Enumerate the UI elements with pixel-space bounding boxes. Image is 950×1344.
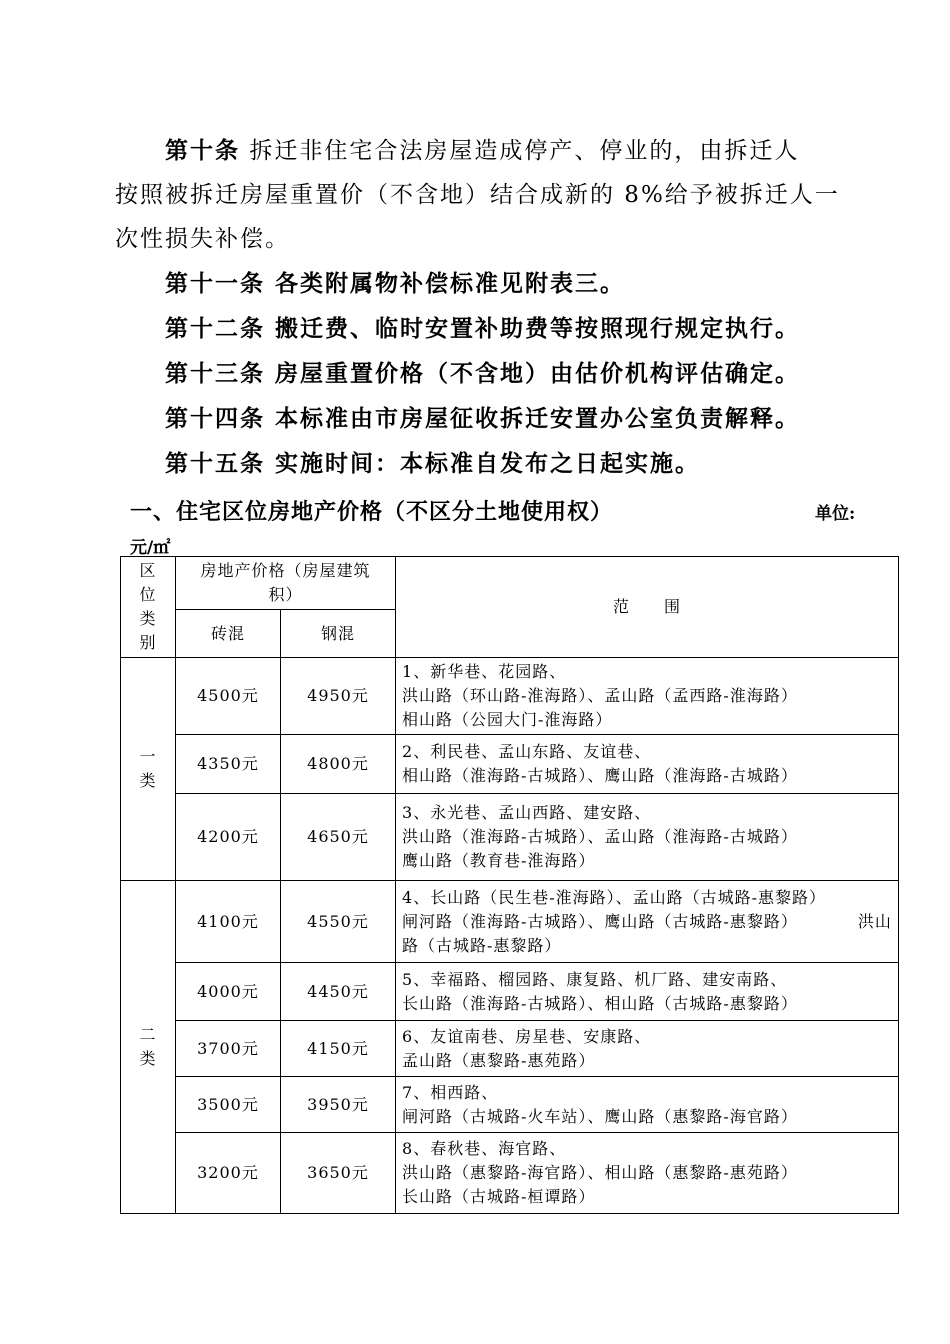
brick-price: 3500元 — [176, 1077, 281, 1133]
table-row — [121, 881, 899, 963]
table-row — [121, 1077, 899, 1133]
range-line: 5、幸福路、榴园路、康复路、机厂路、建安南路、 — [402, 969, 788, 989]
header-steel: 钢混 — [281, 610, 396, 658]
steel-price: 4800元 — [281, 735, 396, 794]
range-cell — [396, 735, 899, 794]
steel-price: 4550元 — [281, 881, 396, 963]
article-14: 第十四条 本标准由市房屋征收拆迁安置办公室负责解释。 — [165, 405, 801, 432]
header-price: 房地产价格（房屋建筑积） — [176, 557, 396, 610]
steel-price: 4650元 — [281, 794, 396, 881]
article-11: 第十一条 各类附属物补偿标准见附表三。 — [165, 270, 626, 297]
article-10-line1 — [165, 136, 799, 166]
range-cell — [396, 1021, 899, 1077]
article-10-text1: 拆迁非住宅合法房屋造成停产、停业的，由拆迁人 — [249, 138, 800, 164]
range-line: 闸河路（古城路-火车站）、鹰山路（惠黎路-海官路） — [402, 1106, 798, 1126]
unit-value: 元/㎡ — [130, 538, 171, 558]
range-line: 6、友谊南巷、房星巷、安康路、 — [402, 1026, 652, 1046]
range-line: 洪山路（环山路-淮海路）、孟山路（孟西路-淮海路） — [402, 686, 798, 705]
article-13: 第十三条 房屋重置价格（不含地）由估价机构评估确定。 — [165, 360, 801, 387]
article-10-line2: 按照被拆迁房屋重置价（不含地）结合成新的 8%给予被拆迁人一 — [115, 182, 840, 208]
range-line: 1、新华巷、花园路、 — [402, 662, 567, 681]
table-row — [121, 963, 899, 1021]
category-1: 一类 — [121, 658, 176, 881]
range-line: 洪山路（惠黎路-海官路）、相山路（惠黎路-惠苑路） — [402, 1163, 798, 1182]
brick-price: 3700元 — [176, 1021, 281, 1077]
range-cell — [396, 1077, 899, 1133]
steel-price: 4950元 — [281, 658, 396, 735]
range-line: 鹰山路（教育巷-淮海路） — [402, 851, 596, 870]
brick-price: 4350元 — [176, 735, 281, 794]
table-row — [121, 794, 899, 881]
article-12: 第十二条 搬迁费、临时安置补助费等按照现行规定执行。 — [165, 315, 801, 342]
article-10-line3: 次性损失补偿。 — [115, 226, 290, 252]
range-cell — [396, 794, 899, 881]
steel-price: 4450元 — [281, 963, 396, 1021]
brick-price: 4200元 — [176, 794, 281, 881]
range-line: 7、相西路、 — [402, 1082, 499, 1102]
range-line: 2、利民巷、孟山东路、友谊巷、 — [402, 742, 652, 761]
range-line: 3、永光巷、孟山西路、建安路、 — [402, 803, 652, 822]
steel-price: 3650元 — [281, 1133, 396, 1214]
article-10-title: 第十条 — [165, 137, 240, 164]
header-range: 范 围 — [396, 557, 899, 658]
range-line: 长山路（淮海路-古城路）、相山路（古城路-惠黎路） — [402, 993, 798, 1013]
range-line: 4、长山路（民生巷-淮海路）、孟山路（古城路-惠黎路） 闸河路（淮海路-古城路）、鹰山路（古城路-惠黎路） 洪山路（古城路-惠黎路） — [402, 887, 892, 955]
category-2: 二类 — [121, 881, 176, 1214]
brick-price: 4500元 — [176, 658, 281, 735]
range-line: 长山路（古城路-桓谭路） — [402, 1187, 596, 1206]
brick-price: 4100元 — [176, 881, 281, 963]
brick-price: 4000元 — [176, 963, 281, 1021]
table-row — [121, 658, 899, 735]
range-line: 洪山路（淮海路-古城路）、孟山路（淮海路-古城路） — [402, 827, 798, 846]
header-category: 区位类别 — [121, 557, 176, 658]
table-row — [121, 735, 899, 794]
range-line: 相山路（淮海路-古城路）、鹰山路（淮海路-古城路） — [402, 766, 798, 785]
unit-label: 单位: — [815, 504, 856, 524]
steel-price: 4150元 — [281, 1021, 396, 1077]
brick-price: 3200元 — [176, 1133, 281, 1214]
price-table — [120, 556, 899, 1214]
range-line: 孟山路（惠黎路-惠苑路） — [402, 1050, 596, 1070]
header-brick: 砖混 — [176, 610, 281, 658]
range-line: 8、春秋巷、海官路、 — [402, 1139, 567, 1158]
range-cell — [396, 963, 899, 1021]
range-cell — [396, 658, 899, 735]
range-line: 相山路（公园大门-淮海路） — [402, 710, 613, 729]
steel-price: 3950元 — [281, 1077, 396, 1133]
table-row — [121, 1133, 899, 1214]
range-cell — [396, 881, 899, 963]
header-row-1 — [121, 557, 899, 610]
table-row — [121, 1021, 899, 1077]
range-cell — [396, 1133, 899, 1214]
article-15: 第十五条 实施时间：本标准自发布之日起实施。 — [165, 450, 701, 477]
section-heading: 一、住宅区位房地产价格（不区分土地使用权） — [130, 499, 614, 525]
